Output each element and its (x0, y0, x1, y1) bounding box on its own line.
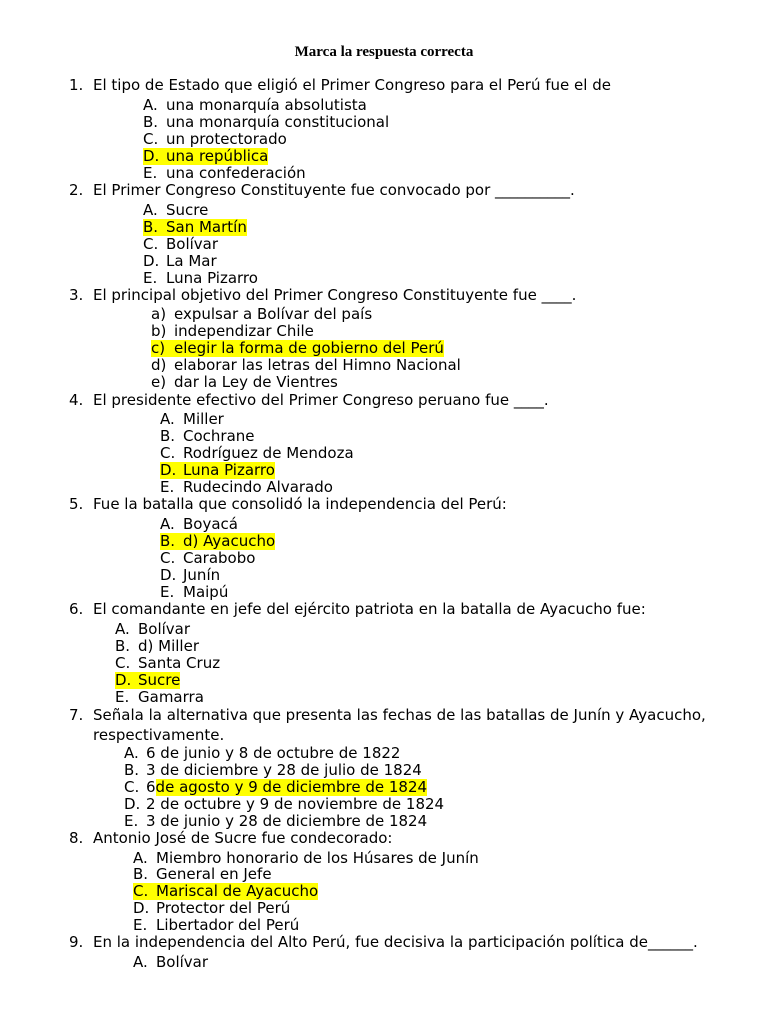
question-number: 7. (69, 706, 84, 724)
option-7c: C. 6de agosto y 9 de diciembre de 1824 (124, 778, 428, 796)
question-number: 8. (69, 829, 84, 847)
option-8d: D. Protector del Perú (133, 899, 291, 917)
question-number: 1. (69, 76, 84, 94)
option-7d: D. 2 de octubre y 9 de noviembre de 1824 (124, 795, 445, 813)
question-number: 6. (69, 600, 84, 618)
option-6b: B. d) Miller (115, 637, 199, 655)
option-9a: A. Bolívar (133, 953, 209, 971)
option-7b: B. 3 de diciembre y 28 de julio de 1824 (124, 761, 422, 779)
question-text: El presidente efectivo del Primer Congreso peruano fue ____. (93, 391, 549, 409)
option-7a: A. 6 de junio y 8 de octubre de 1822 (124, 744, 401, 762)
option-2b-highlighted-answer: B. San Martín (143, 218, 247, 236)
option-2a: A. Sucre (143, 201, 209, 219)
question-text: Señala la alternativa que presenta las fechas de las batallas de Junín y Ayacucho, respectivamente. (93, 706, 706, 744)
option-5b-highlighted-answer: B. d) Ayacucho (160, 532, 276, 550)
option-1d-highlighted-answer: D. una república (143, 147, 269, 165)
question-text: El Primer Congreso Constituyente fue convocado por __________. (93, 181, 575, 199)
option-2c: C. Bolívar (143, 235, 219, 253)
option-4a: A. Miller (160, 410, 224, 428)
option-1b: B. una monarquía constitucional (143, 113, 390, 131)
question-text: El tipo de Estado que eligió el Primer Congreso para el Perú fue el de (93, 76, 611, 94)
option-5d: D. Junín (160, 566, 221, 584)
option-5a: A. Boyacá (160, 515, 238, 533)
option-4e: E. Rudecindo Alvarado (160, 478, 333, 496)
option-4b: B. Cochrane (160, 427, 255, 445)
option-4d-highlighted-answer: D. Luna Pizarro (160, 461, 275, 479)
option-6c: C. Santa Cruz (115, 654, 221, 672)
option-6a: A. Bolívar (115, 620, 191, 638)
option-2d: D. La Mar (143, 252, 217, 270)
option-6e: E. Gamarra (115, 688, 204, 706)
option-5e: E. Maipú (160, 583, 229, 601)
option-8e: E. Libertador del Perú (133, 916, 300, 934)
question-text: En la independencia del Alto Perú, fue decisiva la participación política de______. (93, 933, 698, 951)
option-3e: e) dar la Ley de Vientres (151, 373, 338, 391)
option-1a: A. una monarquía absolutista (143, 96, 367, 114)
option-8c-highlighted-answer: C. Mariscal de Ayacucho (133, 882, 319, 900)
question-text: Fue la batalla que consolidó la independencia del Perú: (93, 495, 507, 513)
question-number: 2. (69, 181, 84, 199)
option-7e: E. 3 de junio y 28 de diciembre de 1824 (124, 812, 428, 830)
option-3c-highlighted-answer: c) elegir la forma de gobierno del Perú (151, 339, 444, 357)
question-text: El principal objetivo del Primer Congreso Constituyente fue ____. (93, 286, 577, 304)
question-number: 9. (69, 933, 84, 951)
option-8b: B. General en Jefe (133, 865, 272, 883)
option-7c-highlighted-answer: de agosto y 9 de diciembre de 1824 (155, 778, 428, 796)
option-2e: E. Luna Pizarro (143, 269, 258, 287)
option-4c: C. Rodríguez de Mendoza (160, 444, 354, 462)
question-number: 4. (69, 391, 84, 409)
question-number: 3. (69, 286, 84, 304)
option-3b: b) independizar Chile (151, 322, 314, 340)
page-title: Marca la respuesta correcta (294, 44, 474, 60)
option-3a: a) expulsar a Bolívar del país (151, 305, 373, 323)
option-5c: C. Carabobo (160, 549, 256, 567)
question-text: Antonio José de Sucre fue condecorado: (93, 829, 393, 847)
question-text: El comandante en jefe del ejército patriota en la batalla de Ayacucho fue: (93, 600, 646, 618)
question-number: 5. (69, 495, 84, 513)
option-8a: A. Miembro honorario de los Húsares de Junín (133, 849, 479, 867)
option-1e: E. una confederación (143, 164, 306, 182)
option-1c: C. un protectorado (143, 130, 287, 148)
option-3d: d) elaborar las letras del Himno Nacional (151, 356, 461, 374)
option-6d-highlighted-answer: D. Sucre (115, 671, 181, 689)
